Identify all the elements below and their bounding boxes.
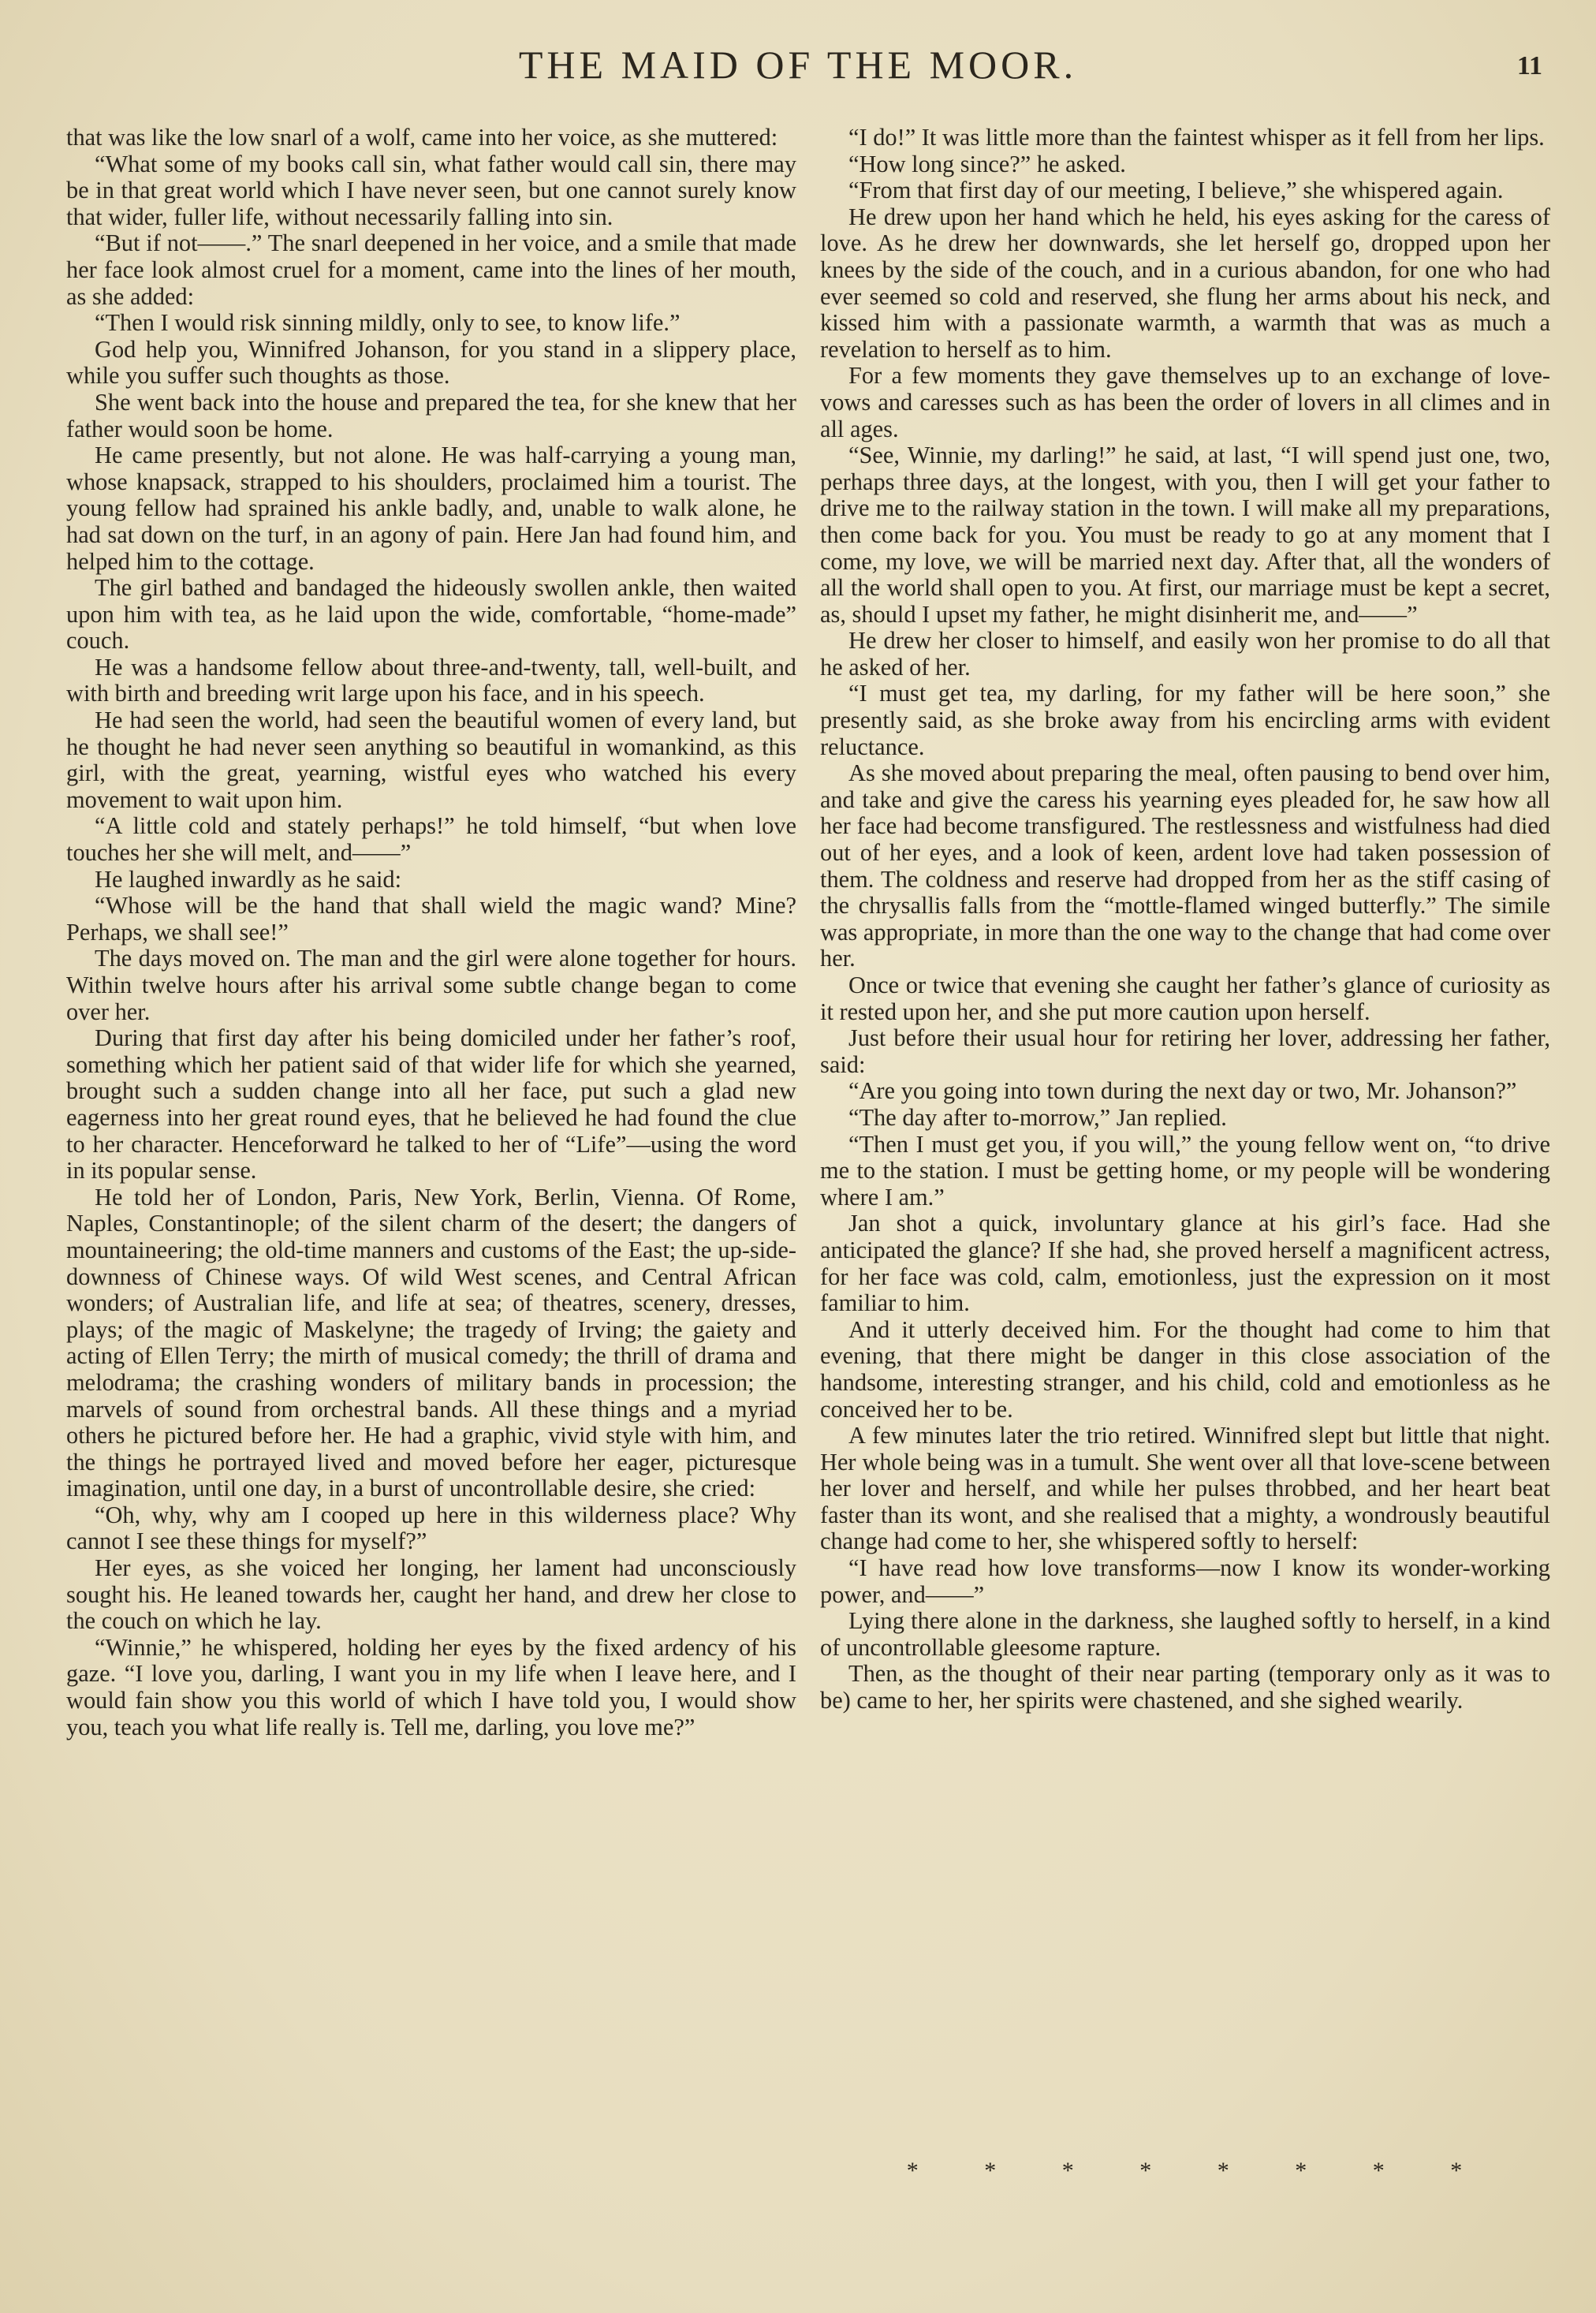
paragraph: “I do!” It was little more than the faintest whisper as it fell from her lips. — [848, 124, 1545, 151]
page-number: 11 — [1516, 51, 1542, 80]
paragraph: Just before their usual hour for retiring her lover, addressing her father, said: — [820, 1024, 1550, 1078]
paragraph: A few minutes later the trio retired. Winnifred slept but little that night. Her whole being was in a tumult. She went over all that love-scene between her lover and herself, and while her pulses throbbed, and her heart beat faster than its wont, and she realised that a mighty, a wondrously beautiful change had come to her, she whispered softly to herself: — [820, 1422, 1550, 1555]
paragraph: Then, as the thought of their near parting (temporary only as it was to be) came to her, her spirits were chastened, and she sighed wearily. — [820, 1660, 1550, 1714]
paragraph: He drew her closer to himself, and easily won her promise to do all that he asked of her. — [820, 627, 1550, 681]
paragraph: “I have read how love transforms—now I know its wonder-working power, and——” — [820, 1554, 1550, 1608]
left-text-column — [66, 125, 796, 1740]
section-break-asterisks: * * * * * * * * — [906, 2158, 1464, 2184]
paragraph: He told her of London, Paris, New York, Berlin, Vienna. Of Rome, Naples, Constantinople; of the silent charm of the desert; the dangers of mountaineering; the old-time manners and customs of the East; the up-side-downness of Chinese ways. Of wild West scenes, and Central African wonders; of Australian life, and life at sea; of theatres, scenery, dresses, plays; of the magic of Maskelyne; the tragedy of Irving; the gaiety and acting of Ellen Terry; the mirth of musical comedy; the thrill of drama and melodrama; the crashing wonders of military bands in procession; the marvels of sound from orchestral bands. All these things and a myriad others he pictured before her. He had a graphic, vivid style with him, and the things he portrayed lived and moved before her eager, picturesque imagination, until one day, in a burst of uncontrollable desire, she cried: — [66, 1183, 796, 1502]
paragraph: The girl bathed and bandaged the hideously swollen ankle, then waited upon him with tea, as he laid upon the wide, comfortable, “home-made” couch. — [66, 574, 796, 655]
paragraph: As she moved about preparing the meal, often pausing to bend over him, and take and give the caress his yearning eyes pleaded for, he saw how all her face had become transfigured. The restlessness and wistfulness had died out of her eyes, and a look of keen, ardent love had taken possession of them. The coldness and reserve had dropped from her as the stiff casing of the chrysallis falls from the “mottle-flamed winged butterfly.” The simile was appropriate, in more than the one way to the change that had come over her. — [820, 759, 1550, 972]
paragraph: Once or twice that evening she caught her father’s glance of curiosity as it rested upon her, and she put more caution upon herself. — [820, 972, 1550, 1025]
paragraph: Lying there alone in the darkness, she laughed softly to herself, in a kind of uncontrollable gleesome rapture. — [820, 1607, 1550, 1661]
paragraph: that was like the low snarl of a wolf, came into her voice, as she muttered: — [66, 124, 778, 151]
paragraph: He came presently, but not alone. He was half-carrying a young man, whose knapsack, strapped to his shoulders, proclaimed him a tourist. The young fellow had sprained his ankle badly, and, unable to walk alone, he had sat down on the turf, in an agony of pain. Here Jan had found him, and helped him to the cottage. — [66, 442, 796, 575]
paragraph: He drew upon her hand which he held, his eyes asking for the caress of love. As he drew her downwards, she let herself go, dropped upon her knees by the side of the couch, and in a curious abandon, for one who had ever seemed so cold and reserved, she flung her arms about his neck, and kissed him with a passionate warmth, a warmth that was as much a revelation to herself as to him. — [820, 203, 1550, 363]
paragraph: For a few moments they gave themselves up to an exchange of love-vows and caresses such as has been the order of lovers in all climes and in all ages. — [820, 362, 1550, 442]
paragraph: He laughed inwardly as he said: — [95, 865, 402, 893]
running-title: THE MAID OF THE MOOR. — [518, 43, 1078, 87]
paragraph: “How long since?” he asked. — [848, 150, 1126, 177]
paragraph: “See, Winnie, my darling!” he said, at last, “I will spend just one, two, perhaps three days, at the longest, with you, then I will get your father to drive me to the railway station in the town. I will make all my preparations, then come back for you. You must be ready to go at any moment that I come, my love, we will be married next day. After that, all the wonders of all the world shall open to you. At first, our marriage must be kept a secret, as, should I upset my father, he might disinherit me, and——” — [820, 442, 1550, 628]
paragraph: He had seen the world, had seen the beautiful women of every land, but he thought he had never seen anything so beautiful in womankind, as this girl, with the great, yearning, wistful eyes who watched his every movement to wait upon him. — [66, 707, 796, 813]
paragraph: “Oh, why, why am I cooped up here in this wilderness place? Why cannot I see these things for myself?” — [66, 1501, 796, 1555]
page-header — [0, 41, 1596, 88]
paragraph: “The day after to-morrow,” Jan replied. — [848, 1103, 1227, 1131]
paragraph: She went back into the house and prepared the tea, for she knew that her father would soon be home. — [66, 388, 796, 442]
paragraph: Jan shot a quick, involuntary glance at his girl’s face. Had she anticipated the glance? If she had, she proved herself a magnificent actress, for her face was cold, calm, emotionless, just the expression on it most familiar to him. — [820, 1210, 1550, 1317]
paragraph: During that first day after his being domiciled under her father’s roof, something which her patient said of that wider life for which she yearned, brought such a sudden change into all her face, put such a glad new eagerness into her great round eyes, that he believed he had found the clue to her character. Henceforward he talked to her of “Life”—using the word in its popular sense. — [66, 1024, 796, 1184]
paragraph: “A little cold and stately perhaps!” he told himself, “but when love touches her she will melt, and——” — [66, 812, 796, 867]
paragraph: Her eyes, as she voiced her longing, her lament had unconsciously sought his. He leaned towards her, caught her hand, and drew her close to the couch on which he lay. — [66, 1554, 796, 1635]
paragraph: “I must get tea, my darling, for my father will be here soon,” she presently said, as she broke away from his encircling arms with evident reluctance. — [820, 680, 1550, 760]
paragraph: “Are you going into town during the next day or two, Mr. Johanson?” — [848, 1077, 1517, 1105]
paragraph: He was a handsome fellow about three-and-twenty, tall, well-built, and with birth and breeding writ large upon his face, and in his speech. — [66, 653, 796, 707]
paragraph: “Whose will be the hand that shall wield the magic wand? Mine? Perhaps, we shall see!” — [66, 892, 796, 946]
paragraph: “What some of my books call sin, what father would call sin, there may be in that great world which I have never seen, but one cannot surely know that wider, fuller life, without necessarily falling into sin. — [66, 150, 796, 230]
paragraph: “Then I must get you, if you will,” the young fellow went on, “to drive me to the station. I must be getting home, or my people will be wondering where I am.” — [820, 1130, 1550, 1211]
paragraph: God help you, Winnifred Johanson, for you stand in a slippery place, while you suffer such thoughts as those. — [66, 335, 796, 390]
paragraph: “Then I would risk sinning mildly, only to see, to know life.” — [95, 309, 681, 337]
paragraph: “But if not——.” The snarl deepened in her voice, and a smile that made her face look almost cruel for a moment, came into the lines of her mouth, as she added: — [66, 229, 796, 310]
paragraph: The days moved on. The man and the girl were alone together for hours. Within twelve hours after his arrival some subtle change began to come over her. — [66, 945, 796, 1025]
paragraph: And it utterly deceived him. For the thought had come to him that evening, that there might be danger in this close association of the handsome, interesting stranger, and his child, cold and emotionless as he conceived her to be. — [820, 1315, 1550, 1423]
paragraph: “Winnie,” he whispered, holding her eyes by the fixed ardency of his gaze. “I love you, darling, I want you in my life when I leave here, and I would fain show you this world of which I have told you, I would show you, teach you what life really is. Tell me, darling, you love me?” — [66, 1633, 796, 1740]
paragraph: “From that first day of our meeting, I believe,” she whispered again. — [848, 177, 1504, 204]
right-text-column — [820, 125, 1550, 1714]
